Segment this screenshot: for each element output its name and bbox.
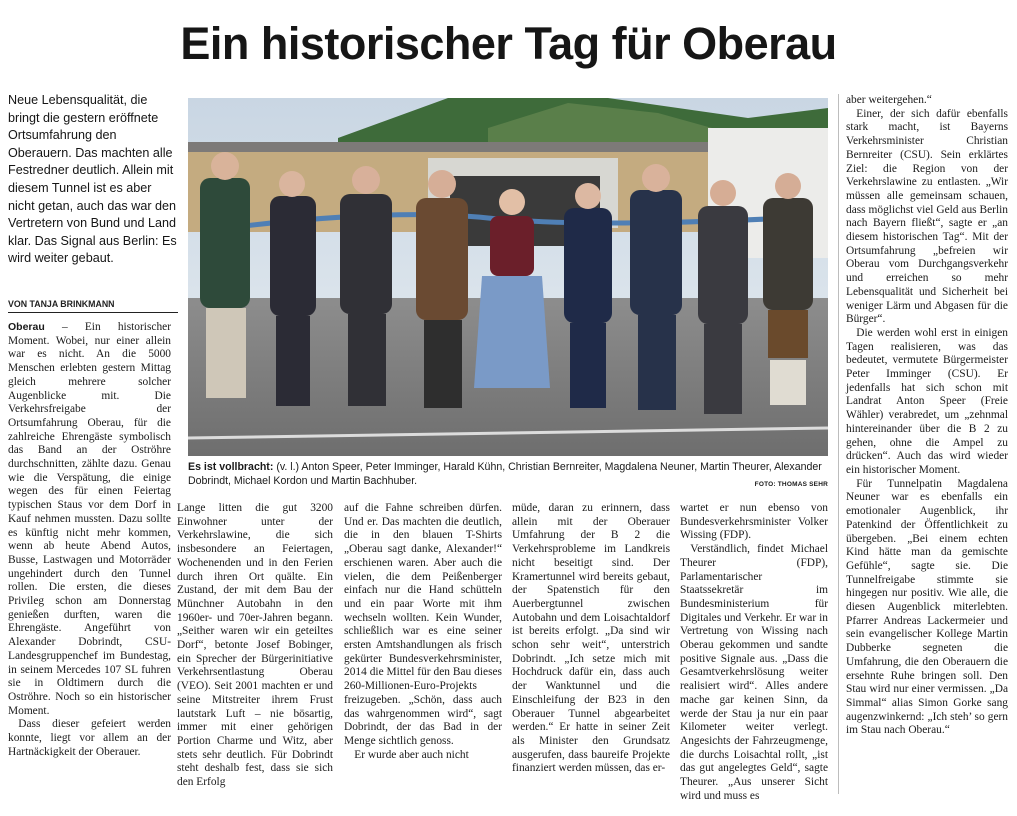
photo-caption <box>188 460 828 492</box>
column-2 <box>177 502 333 794</box>
paragraph: Dass dieser gefeiert werden konnte, liegt vor allem an der Hartnäckigkeit der Oberauer. <box>8 718 171 758</box>
paragraph: Er wurde aber auch nicht <box>354 748 469 761</box>
paragraph: auf die Fahne schreiben dürfen. Und er. Das machten die deutlich, die in den blauen T-Shirts „Oberau sagt danke, Alexander!“ erschienen waren. Aber auch die vielen, die dem Peißenberger einfach nur die Hand schütteln und ein paar Worte mit ihm wechseln wollten. Kein Wunder, schließlich war es eine seiner ersten Amtshandlungen als frisch gekürter Bundesverkehrsminister, 2014 die Mittel für den Bau dieses 260-Millionen-Euro-Projekts freizugeben. „Schön, dass auch das wahrgenommen wird“, sagt Dobrindt, der das Bad in der Menge sichtlich genoss. <box>344 502 502 747</box>
headline: Ein historischer Tag für Oberau <box>180 18 837 69</box>
person-figures <box>200 152 813 414</box>
column-1 <box>8 321 171 791</box>
paragraph: aber weitergehen.“ <box>846 94 932 106</box>
paragraph: Verständlich, findet Michael Theurer (FDP), Parlamentarischer Staatssekretär im Bundesministerium für Digitales und Verkehr. Er war in Vertretung von Wissing nach Oberau gekommen und sandte positive Signale aus. „Dass die Gesamtverkehrslösung weiter realisiert wird“. Alles andere mache gar keinen Sinn, da werde der Stau ja nur ein paar Kilometer weiter verlegt. Angesichts der Fahrzeugmenge, die durchs Loisachtal rollt, „ist das gut angelegtes Geld“, sagte Theurer. „Aus unserer Sicht wird und muss es <box>680 543 828 802</box>
paragraph: Lange litten die gut 3200 Einwohner unter der Verkehrslawine, die sich insbesondere an Feiertagen, Wochenenden und in den Ferien durch ihren Ort quälte. Ein Zustand, der mit dem Bau der Münchner Autobahn in den 1960er- und 70er-Jahren begann. „Seither waren wir ein geteiltes Dorf“, betonte Josef Bobinger, ein Sprecher der Bürgerinitiative Verkehrsentlastung Oberau (VEO). Seit 2001 machten er und seine Mitstreiter ihrem Frust lautstark Luft – nie bösartig, immer mit einer gehörigen Portion Charme und Witz, aber stets sehr deutlich. Für Dobrindt steht deshalb fest, dass sie sich den Erfolg <box>177 502 333 789</box>
paragraph: Für Tunnelpatin Magdalena Neuner war es ebenfalls ein emotionaler Augenblick, ihr Patenkind der Öffentlichkeit zu übergeben. „Bei einem echten Kind hätte man da gemischte Gefühle“, sagte sie. Die Tunnelfreigabe stimmte sie hingegen nur positiv. Wie alle, die diesen Augenblick miterlebten. Pfarrer Andreas Lackermeier und sein evangelischer Kollege Martin Dubberke segneten die Umfahrung, die den Oberauern die ersehnte Ruhe bringen soll. Den Stau wird nur einer vermissen. „Da Simmal“ alias Simon Gorke sang augenzwinkernd: „Ich steh’ so gern im Stau nach Oberau.“ <box>846 477 1008 737</box>
photo-credit: FOTO: THOMAS SEHR <box>754 481 828 488</box>
paragraph: Die werden wohl erst in einigen Tagen realisieren, was das bedeutet, vermutete Bürgermeister Peter Imminger (CSU). Er jedenfalls hat sich schon mit Landrat Anton Speer (Freie Wähler) verabredet, um „zehnmal hintereinander über die B 2 zu gehen, ohne die Ampel zu drücken“. Auch das wird wieder ein historischer Moment. <box>846 326 1008 476</box>
paragraph: Einer, der sich dafür ebenfalls stark macht, ist Bayerns Verkehrsminister Christian Bernreiter (CSU). Sein erklärtes Ziel: die Region von der Verkehrslawine zu entlasten. „Wir müssen alle gemeinsam schauen, dass möglichst viel Geld aus Berlin nach Bayern fließt“, sagte er „an diesem historischen Tag“. Mit der Ortsumfahrung „befreien wir Oberau vom Durchgangsverkehr und erreichen so mehr Lebensqualität und Sicherheit bei weniger Lärm und Abgasen für die Bürger“. <box>846 107 1008 326</box>
ribbon-cutting-photo <box>188 98 828 456</box>
column-divider <box>838 94 839 794</box>
paragraph-text: – Ein historischer Moment. Wobei, nur einer allein war es nicht. An die 5000 Menschen erlebten gestern Mittag gleich mehrere solcher Augenblicke mit. Die Verkehrsfreigabe der Ortsumfahrung Oberau, für die zahlreiche Ehrengäste symbolisch das Band an der Oströhre durchschnitten, zählte dazu. Genau wie die Verspätung, die einige wegen des für einen Feiertag typischen Staus vor dem Dorf in Kauf nehmen mussten. Dazu sollte es künftig nicht mehr kommen, wenn ab heute Abend Autos, Busse, Lastwagen und Motorräder ungehindert durch den Tunnel rollen. Die ersten, die dieses Privileg schon am Donnerstag genießen durften, waren die Ehrengäste. Angeführt von Alexander Dobrindt, CSU-Landesgruppenchef im Bundestag, in seinem Mercedes 107 SL fuhren sie in Oldtimern durch die Oströhre. Noch so ein historischer Moment. <box>8 321 171 717</box>
column-6 <box>846 94 1008 794</box>
paragraph: wartet er nun ebenso von Bundesverkehrsminister Volker Wissing (FDP). <box>680 502 828 542</box>
dateline: Oberau <box>8 321 45 333</box>
caption-text: (v. l.) Anton Speer, Peter Imminger, Harald Kühn, Christian Bernreiter, Magdalena Neuner, Martin Theurer, Alexander Dobrindt, Michael Kordon und Martin Bachhuber. <box>188 461 822 487</box>
paragraph <box>8 321 171 718</box>
column-5 <box>680 502 828 802</box>
teaser: Neue Lebensqualität, die bringt die gestern eröffnete Ortsumfahrung den Oberauern. Das machten alle Festredner deutlich. Allein mit diesem Tunnel ist es aber nicht getan, auch das war den Vertretern von Bund und Land klar. Das Signal aus Berlin: Es wird weiter gebaut. <box>8 93 177 266</box>
column-4 <box>512 502 670 794</box>
column-3 <box>344 502 502 794</box>
caption-lead: Es ist vollbracht: <box>188 461 274 473</box>
paragraph: müde, daran zu erinnern, dass allein mit der Oberauer Umfahrung der B 2 die Verkehrsprobleme im Landkreis nicht beseitigt sind. Der Kramertunnel wird bereits gebaut, der Spatenstich für den Auerbergtunnel zwischen Autobahn und dem Loisachtaldorf ist bereits erfolgt. „Da sind wir schon sehr weit“, unterstrich Dobrindt. „Ich setze mich mit Hochdruck dafür ein, dass auch der Wanktunnel und die Einschleifung der B23 in den Oberauer Tunnel abgearbeitet werden.“ Er hatte in seiner Zeit als Minister den Grundsatz ausgerufen, dass baureife Projekte finanziert werden müssen, das er- <box>512 502 670 775</box>
byline: VON TANJA BRINKMANN <box>8 299 178 313</box>
